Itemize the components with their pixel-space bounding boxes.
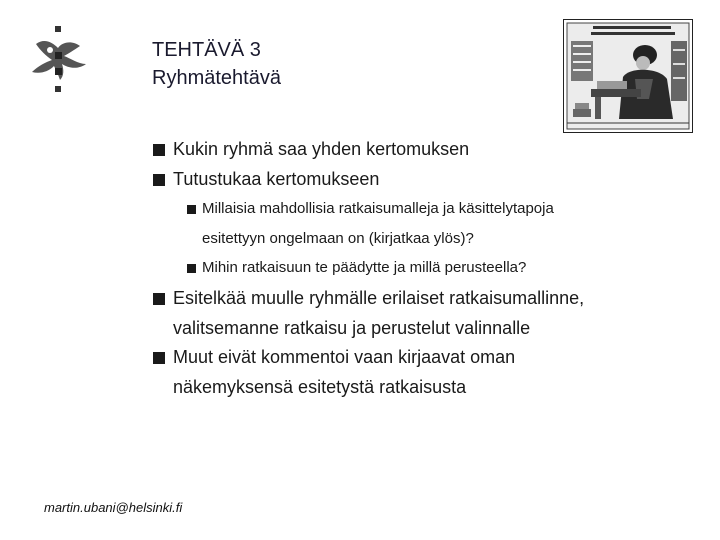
square-bullet-icon (153, 352, 165, 364)
square-bullet-icon (153, 144, 165, 156)
title-line-2: Ryhmätehtävä (152, 67, 281, 89)
bullet-text-4-line1: Muut eivät kommentoi vaan kirjaavat oman (173, 347, 516, 367)
bullet-text-3-line2: valitsemanne ratkaisu ja perustelut valinnalle (173, 318, 531, 338)
square-bullet-icon (187, 264, 196, 273)
sub-bullet-text-2a-line1: Millaisia mahdollisia ratkaisumalleja ja käsittelytapoja (202, 200, 554, 217)
square-bullet-icon (187, 205, 196, 214)
square-bullet-icon (153, 293, 165, 305)
bullet-text-3-line1: Esitelkää muulle ryhmälle erilaiset ratkaisumallinne, (173, 288, 585, 308)
square-bullet-icon (153, 174, 165, 186)
sub-bullet-text-2a-line2: esitettyyn ongelmaan on (kirjatkaa ylös)? (202, 230, 474, 247)
footer-email: martin.ubani@helsinki.fi (44, 500, 183, 515)
title-line-1: TEHTÄVÄ 3 (152, 39, 261, 61)
bullet-text-2: Tutustukaa kertomukseen (173, 169, 380, 189)
bullet-text-1: Kukin ryhmä saa yhden kertomuksen (173, 139, 470, 159)
sub-bullet-text-2b: Mihin ratkaisuun te päädytte ja millä perusteella? (202, 259, 527, 276)
bullet-text-4-line2: näkemyksensä esitetystä ratkaisusta (173, 377, 467, 397)
